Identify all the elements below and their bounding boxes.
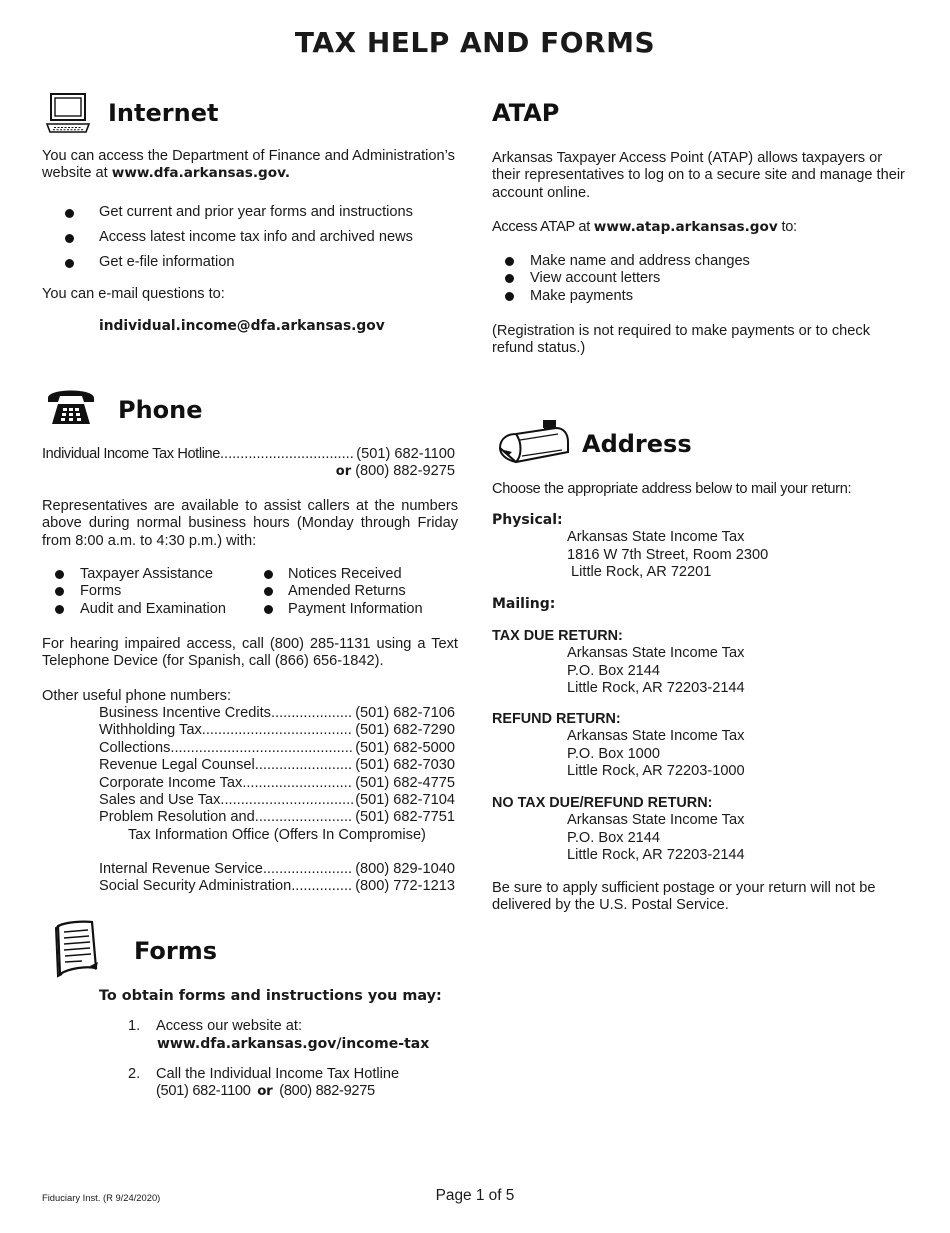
bullet-icon (264, 570, 273, 579)
phone-number-row (99, 757, 455, 774)
number-label: Withholding Tax (99, 722, 202, 739)
representatives-text: Representatives are available to assist callers at the numbers above during normal business hours (Monday through Friday from 8:00 a.m. to 4:30 p.m.) with: (42, 498, 458, 549)
hotline-number: (501) 682-1100 (156, 1083, 251, 1100)
phone-number-row (99, 792, 455, 809)
hotline-number: (501) 682-1100 (356, 446, 455, 462)
number-value: (501) 682-7104 (355, 792, 455, 809)
physical-label: Physical: (492, 512, 563, 528)
address-line: Little Rock, AR 72203-1000 (567, 763, 745, 780)
atap-bullet-text: Make name and address changes (530, 253, 750, 269)
bullet-icon (505, 292, 514, 301)
hotline-alt-row (42, 463, 455, 480)
address-line: 1816 W 7th Street, Room 2300 (567, 546, 769, 563)
leader-dots (170, 740, 353, 757)
bullet-icon (55, 570, 64, 579)
leader-dots (255, 809, 353, 826)
internet-bullets (42, 204, 458, 279)
service-text: Payment Information (288, 600, 423, 617)
service-text: Forms (80, 583, 122, 600)
address-line: Arkansas State Income Tax (567, 728, 745, 745)
federal-numbers-list (99, 861, 455, 896)
atap-access-suffix: to: (781, 219, 797, 235)
list-item (42, 229, 458, 254)
address-line: P.O. Box 1000 (567, 745, 661, 762)
dfa-website-link[interactable]: www.dfa.arkansas.gov. (111, 165, 291, 182)
bullet-icon (55, 587, 64, 596)
number-label: Sales and Use Tax (99, 792, 221, 809)
atap-heading: ATAP (492, 99, 560, 127)
bullet-icon (264, 605, 273, 614)
internet-bullet-text: Get current and prior year forms and instructions (99, 204, 413, 220)
atap-access-prefix: Access ATAP at (492, 219, 590, 235)
atap-bullet-text: Make payments (530, 287, 634, 304)
phone-number-row (99, 809, 455, 826)
bullet-icon (65, 259, 74, 268)
address-line: Little Rock, AR 72201 (567, 564, 712, 581)
forms-item-1 (128, 1018, 429, 1054)
postage-note: Be sure to apply sufficient postage or your return will not be delivered by the U.S. Postal Service. (492, 880, 876, 914)
page-number: Page 1 of 5 (435, 1187, 515, 1204)
list-item (42, 583, 252, 600)
leader-dots (202, 722, 353, 739)
number-value: (800) 772-1213 (355, 878, 455, 895)
service-text: Taxpayer Assistance (80, 566, 214, 582)
atap-note: (Registration is not required to make payments or to check refund status.) (492, 323, 870, 357)
form-revision: Fiduciary Inst. (R 9/24/2020) (42, 1192, 161, 1203)
number-label: Problem Resolution and (99, 809, 255, 826)
item-number: 1. (128, 1018, 141, 1034)
number-label: Internal Revenue Service (99, 861, 263, 877)
list-item (42, 566, 252, 583)
mailing-label: Mailing: (492, 596, 556, 612)
address-line: P.O. Box 2144 (567, 829, 661, 846)
atap-intro: Arkansas Taxpayer Access Point (ATAP) allows taxpayers or their representatives to log on to a secure site and manage their account online. (492, 150, 905, 201)
address-line: Little Rock, AR 72203-2144 (567, 680, 745, 697)
number-value: (501) 682-4775 (355, 774, 455, 791)
list-item (42, 204, 458, 229)
internet-intro (42, 148, 458, 183)
hearing-impaired-text: For hearing impaired access, call (800) 285-1131 using a Text Telephone Device (for Spanish, call (866) 656-1842). (42, 636, 458, 670)
mailbox-icon (496, 418, 572, 471)
services-right (264, 566, 458, 618)
bullet-icon (55, 605, 64, 614)
address-line: P.O. Box 2144 (567, 662, 661, 679)
problem-resolution-sub: Tax Information Office (Offers In Compromise) (128, 826, 426, 843)
number-label: Business Incentive Credits (99, 705, 271, 721)
number-label: Social Security Administration (99, 878, 292, 895)
atap-website-link[interactable]: www.atap.arkansas.gov (593, 219, 778, 235)
address-intro: Choose the appropriate address below to mail your return: (492, 481, 852, 497)
number-label: Revenue Legal Counsel (99, 757, 255, 774)
document-icon (52, 918, 102, 985)
phone-number-row (99, 740, 455, 757)
phone-number-row (99, 861, 455, 878)
physical-address (492, 512, 908, 582)
list-item (42, 601, 252, 618)
income-tax-website-link[interactable]: www.dfa.arkansas.gov/income-tax (157, 1036, 430, 1053)
number-value: (501) 682-7030 (355, 757, 455, 774)
forms-heading: Forms (134, 937, 218, 965)
hotline-row (42, 446, 455, 463)
internet-bullet-text: Get e-file information (99, 254, 235, 270)
leader-dots (220, 446, 354, 463)
number-label: Collections (99, 739, 171, 756)
atap-access (492, 219, 908, 236)
phone-number-row (99, 722, 455, 739)
number-value: (800) 829-1040 (355, 861, 455, 877)
list-item (492, 253, 908, 270)
service-text: Audit and Examination (80, 600, 227, 617)
item-text: Call the Individual Income Tax Hotline (156, 1066, 400, 1082)
page-title: TAX HELP AND FORMS (294, 26, 656, 59)
phone-heading: Phone (118, 396, 203, 424)
no-tax-due-address (492, 795, 908, 865)
number-label: Corporate Income Tax (99, 774, 243, 791)
list-item (492, 270, 908, 287)
leader-dots (255, 757, 353, 774)
tax-due-address (492, 628, 908, 698)
atap-bullet-text: View account letters (530, 270, 661, 287)
email-link[interactable]: individual.income@dfa.arkansas.gov (99, 318, 385, 334)
list-item (264, 566, 458, 583)
telephone-icon (44, 384, 98, 433)
internet-heading: Internet (108, 99, 219, 127)
service-text: Notices Received (288, 566, 402, 582)
hotline-label: Individual Income Tax Hotline (42, 446, 220, 462)
phone-number-row (99, 878, 455, 895)
atap-bullets (492, 253, 908, 305)
services-left (42, 566, 252, 618)
leader-dots (220, 792, 353, 809)
internet-intro-text: You can access the Department of Finance and Administration’s website at (42, 148, 455, 182)
address-line: Little Rock, AR 72203-2144 (567, 847, 745, 864)
or-word: or (257, 1084, 273, 1100)
bullet-icon (65, 234, 74, 243)
leader-dots (291, 878, 353, 895)
number-value: (501) 682-7106 (355, 705, 455, 721)
address-line: Arkansas State Income Tax (567, 812, 745, 829)
list-item (42, 254, 458, 279)
bullet-icon (65, 209, 74, 218)
other-numbers-list (99, 705, 455, 844)
list-item (264, 583, 458, 600)
refund-address (492, 711, 908, 781)
number-value: (501) 682-5000 (355, 739, 455, 756)
address-line: Arkansas State Income Tax (567, 529, 745, 546)
refund-label: REFUND RETURN: (492, 711, 621, 727)
service-text: Amended Returns (288, 583, 406, 600)
list-item (492, 288, 908, 305)
computer-icon (45, 92, 91, 139)
no-tax-due-label: NO TAX DUE/REFUND RETURN: (492, 795, 713, 811)
number-value: (501) 682-7290 (355, 722, 455, 739)
leader-dots (271, 705, 353, 722)
forms-item-2 (128, 1066, 399, 1101)
other-numbers-intro: Other useful phone numbers: (42, 688, 232, 704)
or-word: or (335, 464, 352, 479)
phone-number-row (99, 775, 455, 792)
phone-number-row (99, 705, 455, 722)
bullet-icon (505, 257, 514, 266)
address-heading: Address (582, 430, 692, 458)
bullet-icon (505, 274, 514, 283)
bullet-icon (264, 587, 273, 596)
email-intro: You can e-mail questions to: (42, 286, 225, 302)
tax-due-label: TAX DUE RETURN: (492, 628, 623, 644)
number-value: (501) 682-7751 (355, 809, 455, 826)
address-line: Arkansas State Income Tax (567, 645, 745, 662)
internet-bullet-text: Access latest income tax info and archived news (99, 229, 413, 245)
forms-subheading: To obtain forms and instructions you may: (99, 988, 442, 1004)
item-text: Access our website at: (156, 1018, 303, 1034)
list-item (264, 601, 458, 618)
hotline-alt-number: (800) 882-9275 (279, 1083, 375, 1100)
item-number: 2. (128, 1066, 141, 1082)
leader-dots (242, 775, 353, 792)
leader-dots (263, 861, 353, 878)
hotline-alt-number: (800) 882-9275 (355, 463, 455, 479)
